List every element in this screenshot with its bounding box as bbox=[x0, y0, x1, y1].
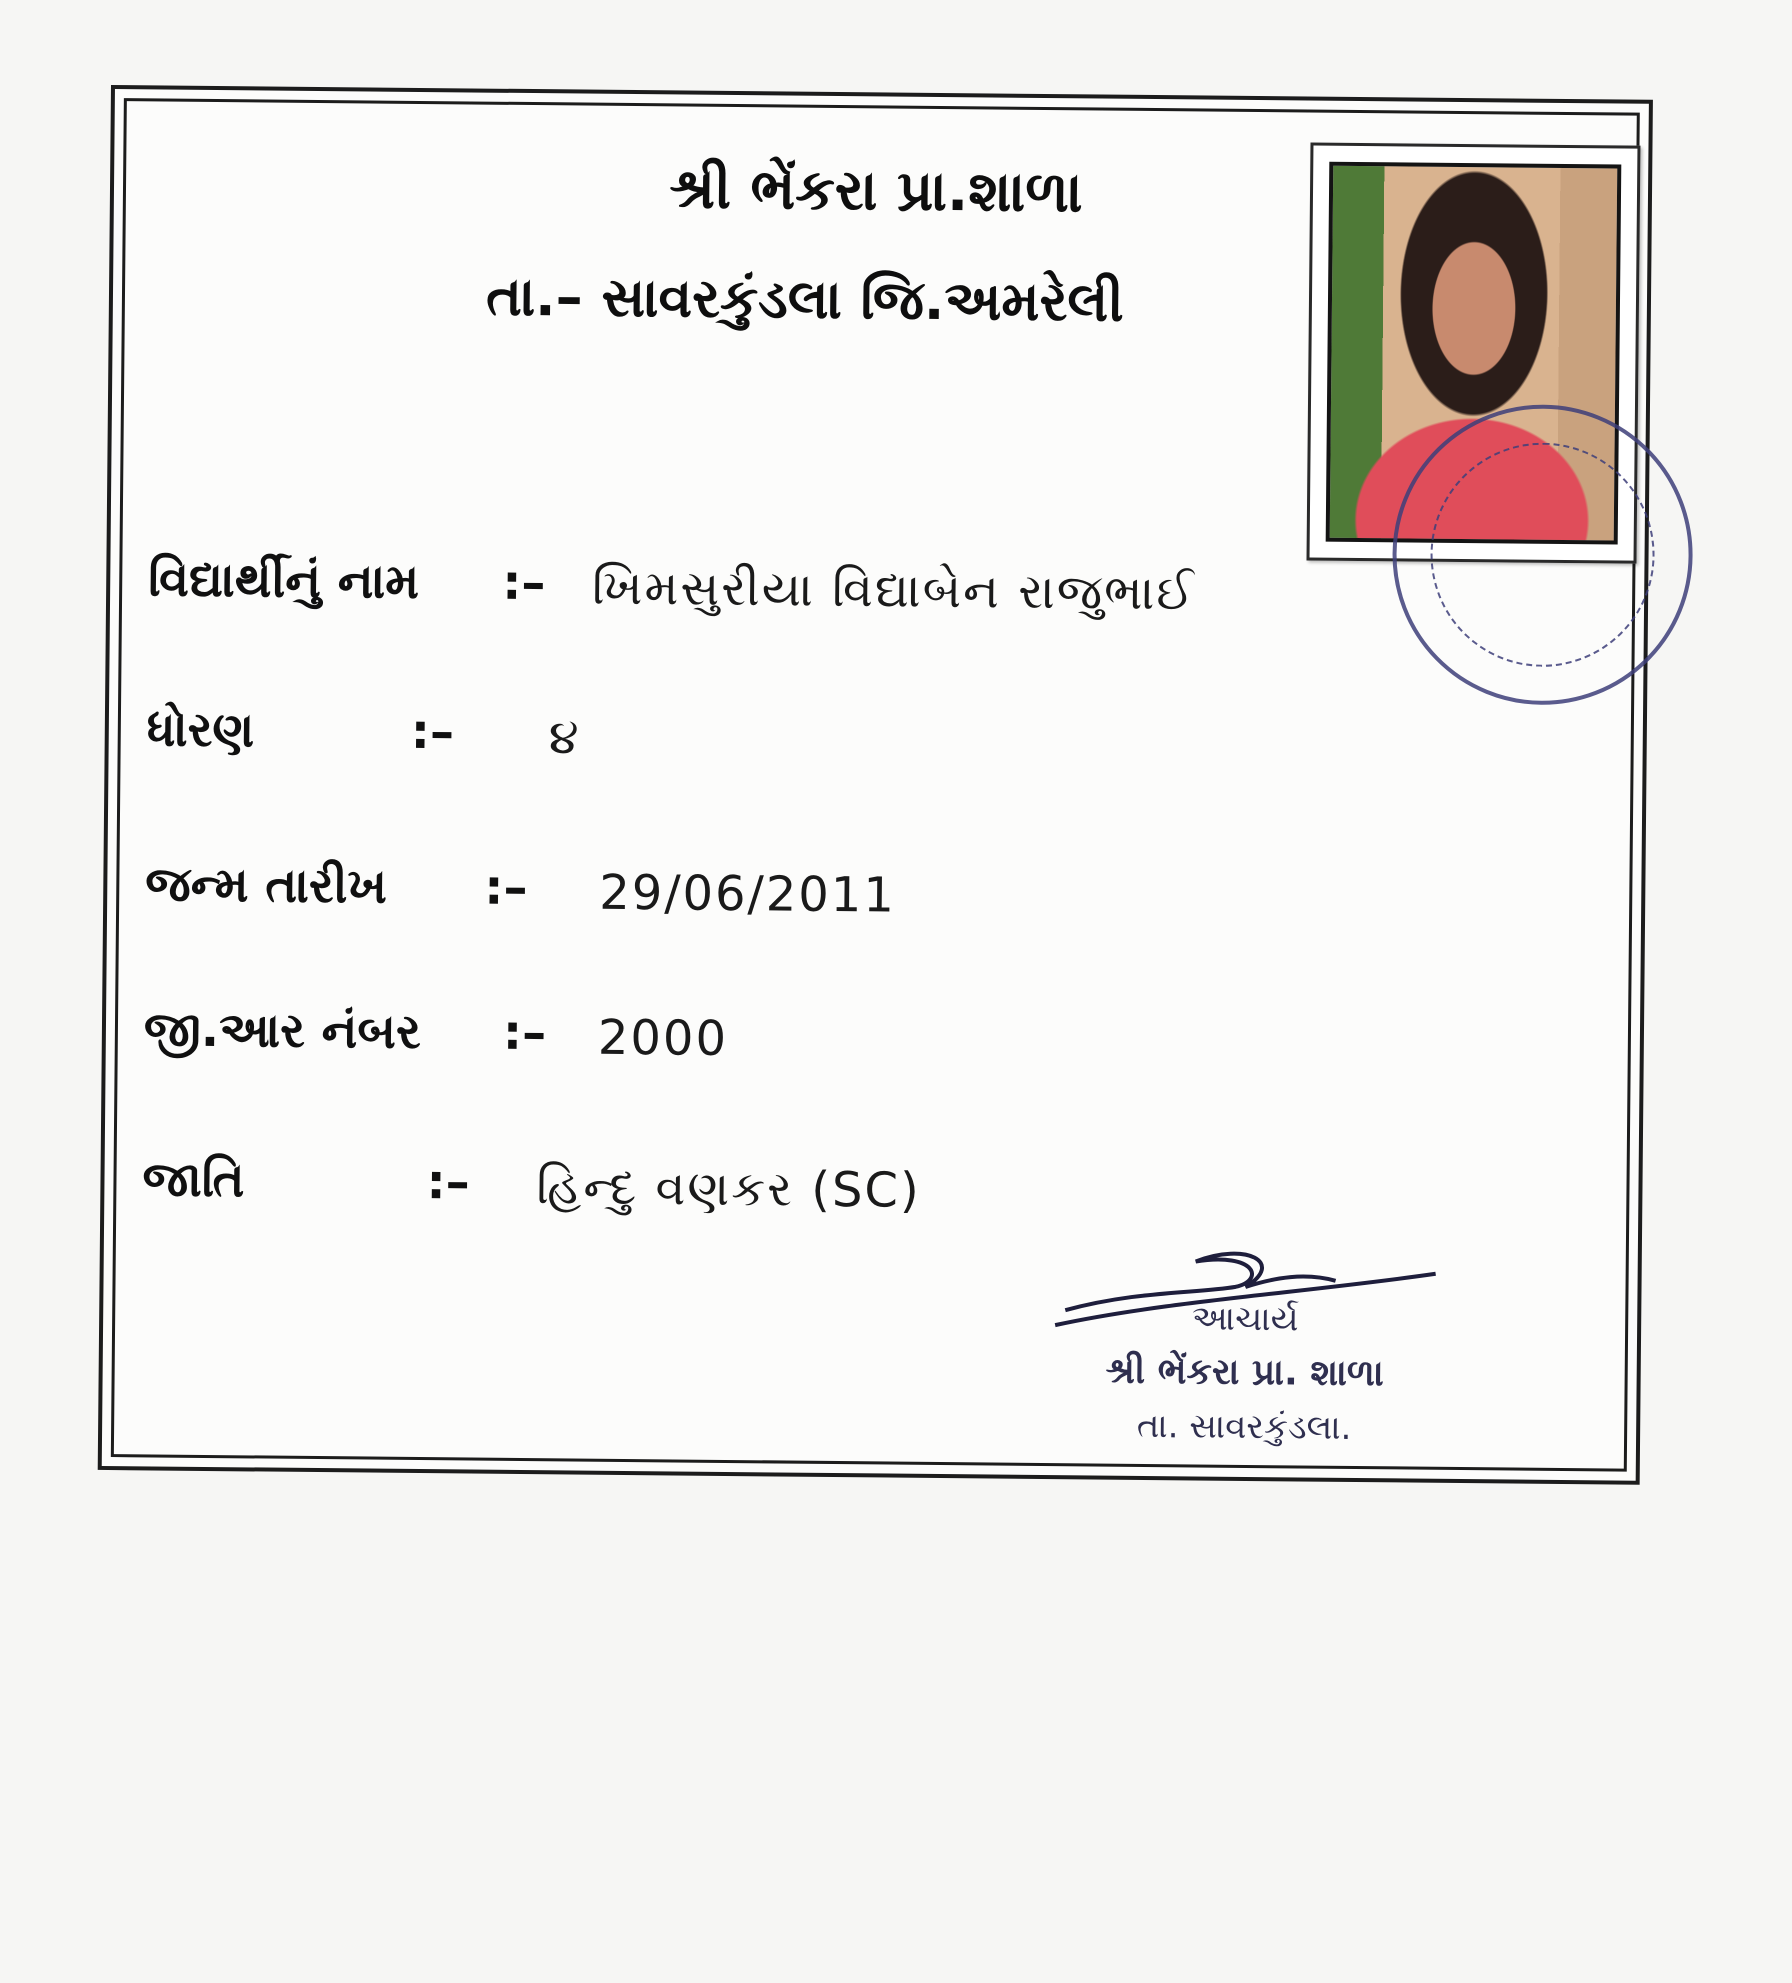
field-row-dob bbox=[119, 856, 1520, 959]
field-label-gr-number: જી.આર નંબર bbox=[143, 1001, 422, 1061]
field-label-dob: જન્મ તારીખ bbox=[145, 856, 388, 915]
field-separator: :– bbox=[502, 1004, 547, 1062]
field-label-name: વિદ્યાર્થીનું નામ bbox=[147, 551, 420, 610]
field-value-standard: ૪ bbox=[548, 709, 581, 766]
certificate-frame bbox=[98, 85, 1653, 1485]
principal-taluka: તા. સાવરકુંડલા. bbox=[1136, 1405, 1352, 1448]
field-value-name: ખિમસુરીયા વિદ્યાબેન રાજુભાઈ bbox=[591, 559, 1196, 622]
field-row-gr-number bbox=[117, 1001, 1518, 1104]
field-label-standard: ધોરણ bbox=[146, 701, 255, 759]
principal-block bbox=[1044, 1290, 1446, 1456]
field-separator: :– bbox=[410, 703, 455, 761]
school-name: શ્રી ભેંકરા પ્રા.શાળા bbox=[669, 156, 1083, 226]
school-seal-stamp bbox=[1391, 403, 1694, 706]
certificate-inner-border bbox=[111, 98, 1640, 1471]
field-row-standard bbox=[120, 701, 1521, 804]
field-label-caste: જાતિ bbox=[142, 1151, 245, 1209]
school-address: તા.– સાવરકુંડલા જિ.અમરેલી bbox=[485, 264, 1125, 334]
field-value-dob: 29/06/2011 bbox=[599, 864, 897, 924]
field-separator: :– bbox=[501, 554, 546, 612]
field-row-name bbox=[122, 551, 1523, 654]
field-separator: :– bbox=[484, 859, 528, 917]
principal-school: શ્રી ભેંકરા પ્રા. શાળા bbox=[1105, 1350, 1384, 1395]
field-value-gr-number: 2000 bbox=[597, 1009, 729, 1067]
field-separator: :– bbox=[426, 1154, 470, 1211]
field-value-caste: હિન્દુ વણકર (SC) bbox=[536, 1159, 921, 1219]
principal-title: આચાર્ય bbox=[1191, 1298, 1299, 1340]
